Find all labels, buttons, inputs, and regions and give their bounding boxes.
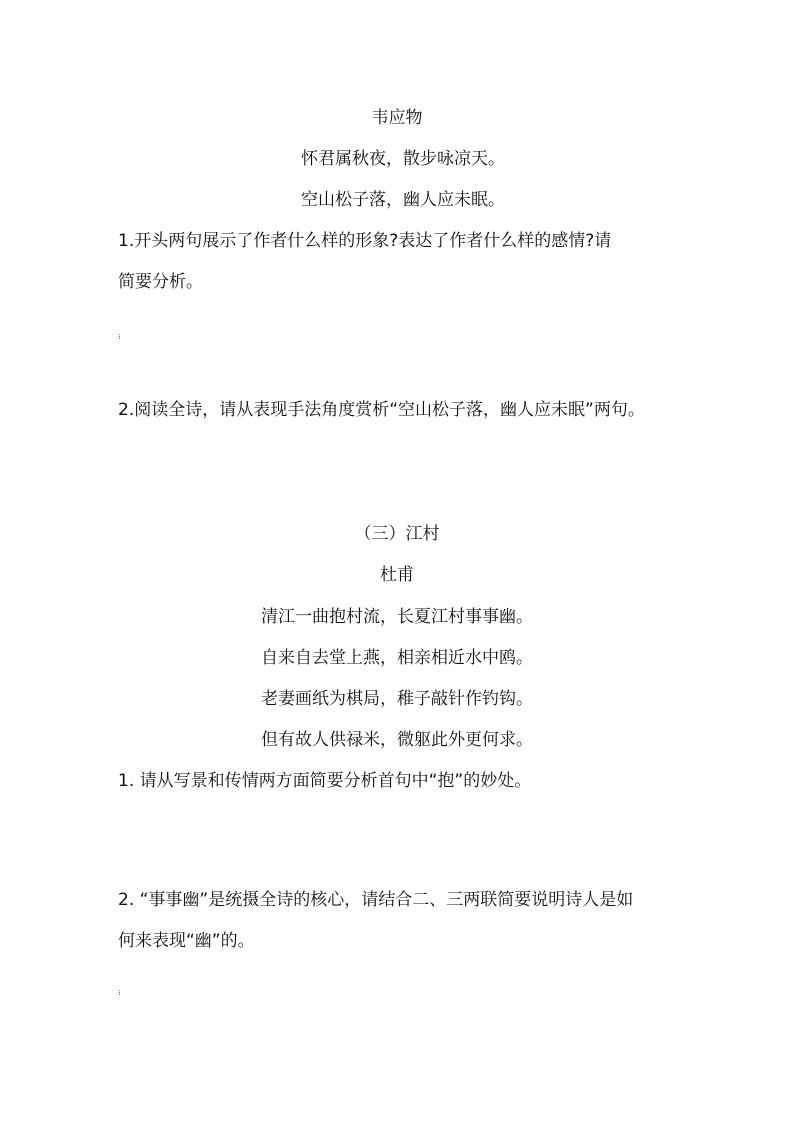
paragraph-mark (119, 990, 122, 995)
poem1-question-2: 2.阅读全诗，请从表现手法角度赏析“空山松子落，幽人应未眠”两句。 (118, 400, 645, 420)
poem2-line-1: 清江一曲抱村流，长夏江村事事幽。 (261, 607, 533, 627)
poem2-question-1: 1. 请从写景和传情两方面简要分析首句中“抱”的妙处。 (118, 771, 532, 791)
poem1-line-1: 怀君属秋夜，散步咏凉天。 (301, 149, 505, 169)
poem1-line-2: 空山松子落，幽人应未眠。 (301, 190, 505, 210)
poem2-title: （三）江村 (354, 524, 440, 544)
poem2-line-2: 自来自去堂上燕，相亲相近水中鸥。 (261, 648, 533, 668)
poem2-line-4: 但有故人供禄米，微躯此外更何求。 (261, 730, 533, 750)
poem1-author: 韦应物 (371, 108, 423, 128)
poem2-question-2-line-2: 何来表现“幽”的。 (118, 931, 255, 951)
poem2-line-3: 老妻画纸为棋局，稚子敲针作钓钩。 (261, 689, 533, 709)
paragraph-mark (119, 334, 122, 339)
poem1-question-1-line-2: 简要分析。 (118, 272, 203, 292)
poem2-author: 杜甫 (380, 565, 414, 585)
poem2-question-2-line-1: 2. “事事幽”是统摄全诗的核心，请结合二、三两联简要说明诗人是如 (118, 890, 634, 910)
poem1-question-1-line-1: 1.开头两句展示了作者什么样的形象?表达了作者什么样的感情?请 (118, 231, 612, 251)
